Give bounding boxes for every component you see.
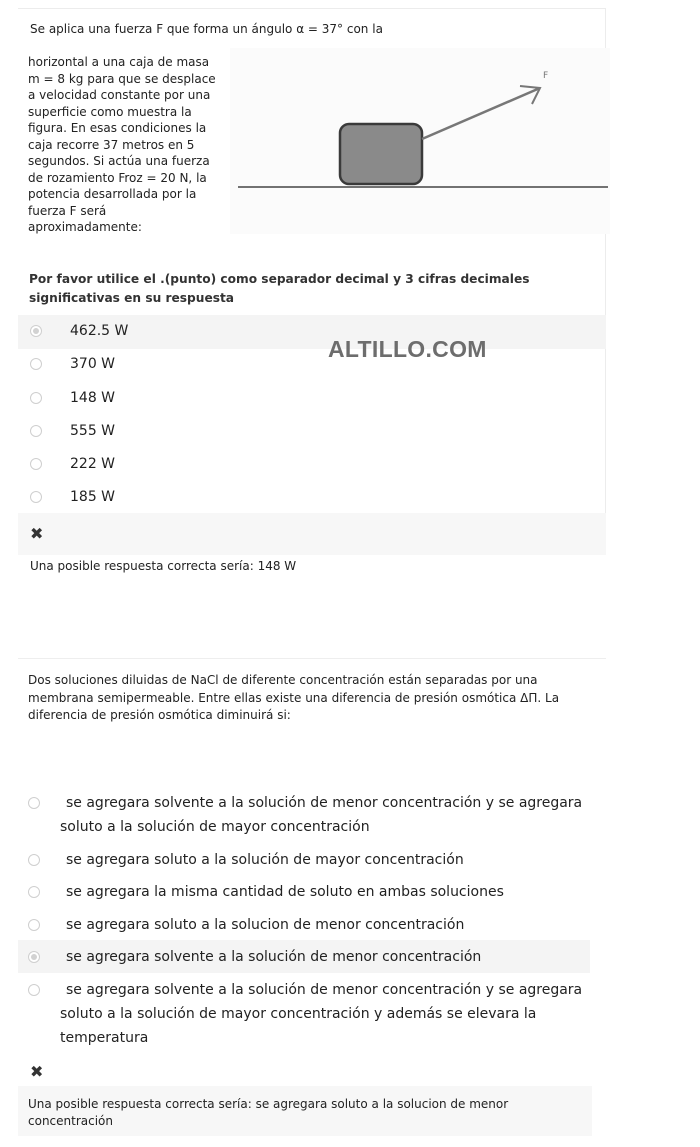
option-4[interactable] bbox=[28, 913, 588, 937]
option-label: 185 W bbox=[70, 489, 116, 505]
radio-button[interactable] bbox=[30, 325, 42, 337]
stem-line: segundos. Si actúa una fuerza bbox=[28, 154, 210, 168]
option-2[interactable] bbox=[30, 353, 115, 375]
feedback-area bbox=[18, 513, 606, 555]
radio-button[interactable] bbox=[28, 919, 40, 931]
correct-answer-text: Una posible respuesta correcta sería: se agregara soluto a la solucion de menor concentración bbox=[28, 1097, 509, 1128]
radio-button[interactable] bbox=[28, 854, 40, 866]
instruction-text: Por favor utilice el .(punto) como separador decimal y 3 cifras decimales significativas en su respuesta bbox=[29, 272, 530, 305]
radio-button[interactable] bbox=[30, 392, 42, 404]
question-1 bbox=[18, 8, 606, 580]
stem-line: m = 8 kg para que se desplace bbox=[28, 71, 216, 86]
option-label: 555 W bbox=[70, 423, 116, 439]
stem-line: fuerza F será bbox=[28, 203, 107, 218]
stem-line: caja recorre 37 metros en 5 bbox=[28, 137, 195, 152]
force-label: F bbox=[543, 71, 549, 81]
stem-line: superficie como muestra la bbox=[28, 104, 192, 119]
question-2-stem: Dos soluciones diluidas de NaCl de diferente concentración están separadas por una membrana semipermeable. Entre ellas existe una diferencia de presión osmótica ΔΠ. La diferencia de presión osmótica diminuirá si: bbox=[28, 673, 560, 722]
question-1-stem bbox=[28, 54, 236, 236]
option-label: 222 W bbox=[70, 456, 116, 472]
option-3[interactable] bbox=[28, 880, 588, 904]
option-label: 462.5 W bbox=[70, 323, 129, 339]
option-4[interactable] bbox=[30, 420, 115, 442]
question-2 bbox=[18, 658, 606, 1142]
watermark: ALTILLO.COM bbox=[328, 336, 487, 362]
stem-line: aproximadamente: bbox=[28, 220, 142, 234]
option-label: se agregara solvente a la solución de menor concentración y se agregara soluto a la solución de mayor concentración y además se elevara la temperatura bbox=[60, 982, 583, 1046]
figure-svg bbox=[230, 48, 610, 234]
option-6[interactable] bbox=[30, 486, 115, 508]
option-label: 370 W bbox=[70, 356, 116, 372]
option-label: se agregara soluto a la solución de mayor concentración bbox=[66, 852, 464, 868]
divider bbox=[18, 8, 606, 9]
stem-line: a velocidad constante por una bbox=[28, 88, 211, 102]
stem-line: figura. En esas condiciones la bbox=[28, 121, 207, 135]
radio-button[interactable] bbox=[30, 358, 42, 370]
option-2[interactable] bbox=[28, 848, 588, 872]
radio-button[interactable] bbox=[30, 491, 42, 503]
option-3[interactable] bbox=[30, 387, 115, 409]
option-label: se agregara soluto a la solucion de menor concentración bbox=[66, 917, 465, 933]
correct-answer-text: Una posible respuesta correcta sería: 148 W bbox=[30, 559, 297, 573]
question-1-stem-first-line: Se aplica una fuerza F que forma un ángulo α = 37° con la bbox=[30, 22, 383, 36]
option-label: se agregara la misma cantidad de soluto en ambas soluciones bbox=[66, 884, 504, 900]
radio-button[interactable] bbox=[28, 797, 40, 809]
divider bbox=[18, 658, 606, 659]
option-5[interactable] bbox=[30, 453, 115, 475]
x-icon: ✖ bbox=[30, 1062, 44, 1081]
radio-button[interactable] bbox=[30, 425, 42, 437]
stem-line: de rozamiento Froz = 20 N, la bbox=[28, 170, 207, 185]
stem-line: potencia desarrollada por la bbox=[28, 187, 197, 201]
option-5[interactable] bbox=[28, 945, 588, 969]
option-label: se agregara solvente a la solución de menor concentración bbox=[66, 949, 482, 965]
force-arrow bbox=[422, 88, 540, 139]
radio-button[interactable] bbox=[28, 951, 40, 963]
option-6[interactable] bbox=[28, 978, 588, 1050]
x-icon: ✖ bbox=[30, 524, 44, 543]
radio-button[interactable] bbox=[28, 984, 40, 996]
radio-button[interactable] bbox=[28, 886, 40, 898]
force-box-figure bbox=[230, 48, 610, 234]
option-1[interactable] bbox=[30, 320, 128, 342]
box-shape bbox=[340, 124, 422, 184]
stem-line: horizontal a una caja de masa bbox=[28, 55, 210, 69]
option-label: 148 W bbox=[70, 390, 116, 406]
radio-button[interactable] bbox=[30, 458, 42, 470]
option-label: se agregara solvente a la solución de menor concentración y se agregara soluto a la solución de mayor concentración bbox=[60, 795, 583, 835]
option-1[interactable] bbox=[28, 791, 588, 839]
